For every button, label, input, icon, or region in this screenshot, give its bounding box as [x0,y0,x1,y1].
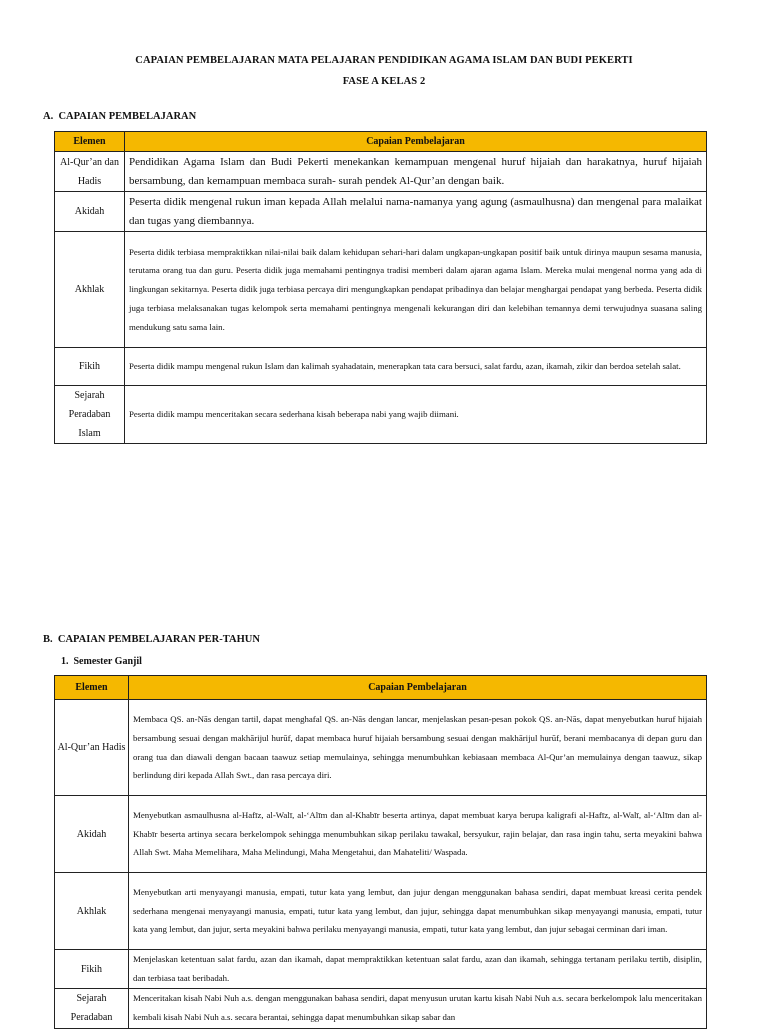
elemen-cell: Fikih [55,950,129,989]
table-row [55,152,707,192]
section-b-heading: B. CAPAIAN PEMBELAJARAN PER-TAHUN [43,634,260,645]
header-capaian: Capaian Pembelajaran [125,132,707,152]
elemen-cell: Akhlak [55,232,125,348]
table-header-row [55,132,707,152]
elemen-cell: Sejarah Peradaban Islam [55,386,125,444]
table-row [55,989,707,1029]
capaian-cell: Menyebutkan arti menyayangi manusia, empati, tutur kata yang lembut, dan jujur dengan menggunakan bahasa sendiri, dapat membuat kreasi cerita pendek sederhana mengenai menyayangi manusia, empati, tutur kata yang lembut, dan jujur, sehingga dapat menumbuhkan sikap menyayangi manusia, empati, tutur kata yang lembut, dan jujur, serta meyakini bahwa perilaku menyayangi manusia, empati, tutur kata yang lembut, dan jujur sebagai cerminan dari iman. [129,873,707,950]
capaian-cell: Peserta didik mengenal rukun iman kepada Allah melalui nama-namanya yang agung (asmaulhusna) dan mengenal para malaikat dan tugas yang diembannya. [125,192,707,232]
elemen-cell: Akidah [55,192,125,232]
table-header-row [55,676,707,700]
semester-heading: 1. Semester Ganjil [61,656,142,667]
document-title: CAPAIAN PEMBELAJARAN MATA PELAJARAN PENDIDIKAN AGAMA ISLAM DAN BUDI PEKERTI [135,55,633,66]
table-row [55,950,707,989]
elemen-cell: Akidah [55,796,129,873]
table-row [55,796,707,873]
table-row [55,232,707,348]
capaian-cell: Menyebutkan asmaulhusna al-Hafīz, al-Walī, al-‘Alīm dan al-Khabīr beserta artinya, dapat membuat karya berupa kaligrafi al-Hafīz, al-Walī, al-‘Alīm dan al-Khabīr beserta artinya secara berkelompok sehingga menumbuhkan sikap perilaku tawakal, bersyukur, rajin belajar, dan rasa ingin tahu, serta meyakini bahwa Allah Swt. Maha Memelihara, Maha Melindungi, Maha Mengetahui, dan Mahateliti/ Waspada. [129,796,707,873]
header-capaian: Capaian Pembelajaran [129,676,707,700]
capaian-cell: Peserta didik mampu mengenal rukun Islam dan kalimah syahadatain, menerapkan tata cara bersuci, salat fardu, azan, ikamah, zikir dan berdoa setelah salat. [125,348,707,386]
elemen-cell: Sejarah Peradaban [55,989,129,1029]
table-row [55,192,707,232]
capaian-cell: Peserta didik mampu menceritakan secara sederhana kisah beberapa nabi yang wajib diimani. [125,386,707,444]
section-a-heading: A. CAPAIAN PEMBELAJARAN [43,111,197,122]
capaian-cell: Membaca QS. an-Nās dengan tartil, dapat menghafal QS. an-Nās dengan lancar, menjelaskan pesan-pesan pokok QS. an-Nās, dapat menyebutkan huruf hijaiah bersambung sesuai dengan makhārijul hurūf, dapat membaca huruf hijaiah bersambung sesuai dengan makhārijul hurūf, berani membacanya di depan guru dan orang tua dan diawali dengan bacaan taawuz setiap memulainya, sehingga menumbuhkan kebiasaan membaca Al-Qur’an memulainya dengan taawuz, sikap berlindung diri kepada Allah Swt., dan rasa percaya diri. [129,700,707,796]
elemen-cell: Akhlak [55,873,129,950]
table-row [55,873,707,950]
table-row [55,348,707,386]
capaian-table [54,131,707,444]
elemen-cell: Al-Qur’an Hadis [55,700,129,796]
capaian-cell: Menjelaskan ketentuan salat fardu, azan dan ikamah, dapat mempraktikkan ketentuan salat fardu, azan dan ikamah, sehingga tertanam perilaku tertib, disiplin, dan terbiasa taat beribadah. [129,950,707,989]
table-row [55,700,707,796]
table-row [55,386,707,444]
capaian-cell: Peserta didik terbiasa mempraktikkan nilai-nilai baik dalam kehidupan sehari-hari dalam ungkapan-ungkapan positif baik untuk dirinya maupun sesama manusia, terutama orang tua dan guru. Peserta didik juga memahami pentingnya tradisi memberi dalam ajaran agama Islam. Mereka mulai mengenal norma yang ada di lingkungan sekitarnya. Peserta didik juga terbiasa percaya diri mengungkapkan pendapat pribadinya dan belajar menghargai pendapat yang berbeda. Peserta didik juga terbiasa melaksanakan tugas kelompok serta memahami pentingnya mengenali kekurangan diri dan kelebihan temannya demi terwujudnya suasana saling mendukung satu sama lain. [125,232,707,348]
header-elemen: Elemen [55,132,125,152]
capaian-pertahun-table [54,675,707,1029]
capaian-cell: Menceritakan kisah Nabi Nuh a.s. dengan menggunakan bahasa sendiri, dapat menyusun urutan kartu kisah Nabi Nuh a.s. secara berkelompok lalu menceritakan kembali kisah Nabi Nuh a.s. secara berantai, sehingga dapat menumbuhkan sikap sabar dan [129,989,707,1029]
elemen-cell: Fikih [55,348,125,386]
elemen-cell: Al-Qur’an dan Hadis [55,152,125,192]
document-subtitle: FASE A KELAS 2 [342,76,426,87]
capaian-cell: Pendidikan Agama Islam dan Budi Pekerti menekankan kemampuan mengenal huruf hijaiah dan harakatnya, huruf hijaiah bersambung, dan kemampuan membaca surah- surah pendek Al-Qur’an dengan baik. [125,152,707,192]
header-elemen: Elemen [55,676,129,700]
